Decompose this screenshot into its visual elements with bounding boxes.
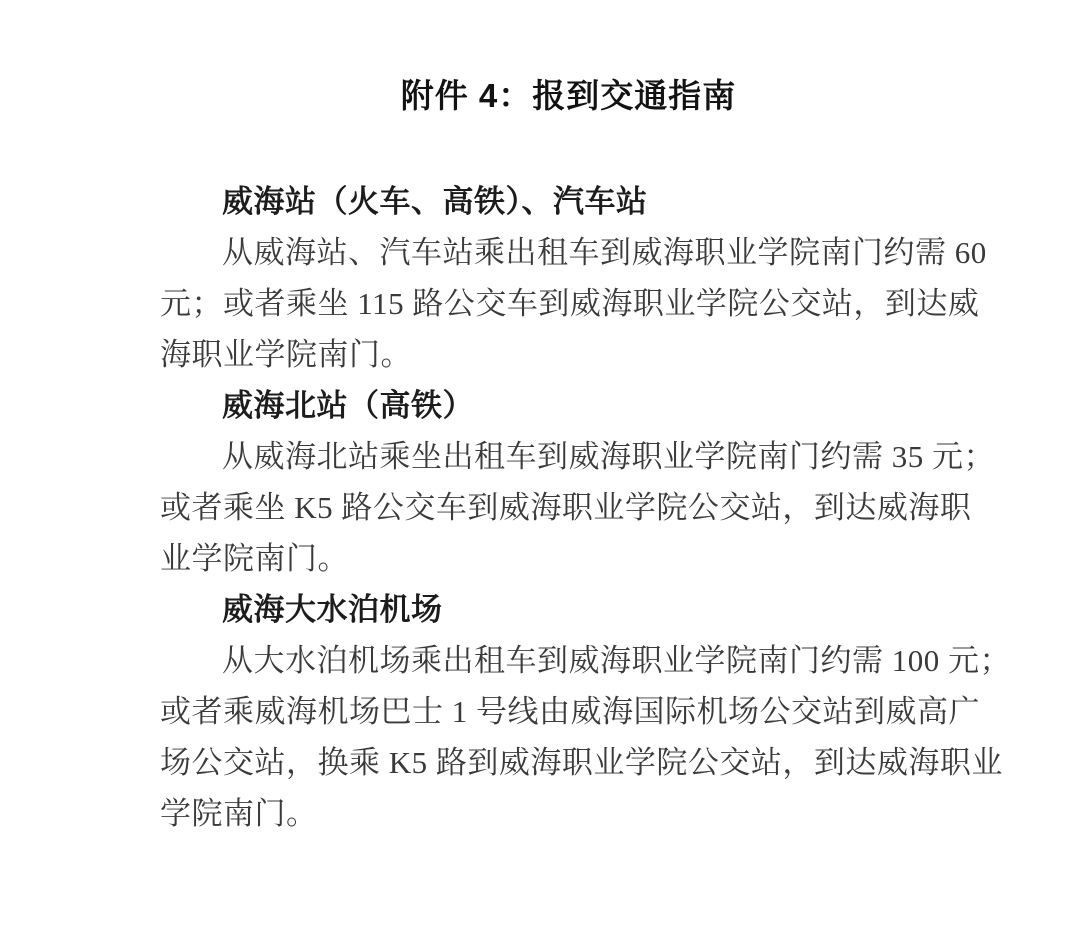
paragraph-line: 从大水泊机场乘出租车到威海职业学院南门约需 100 元； [222, 643, 1011, 678]
paragraph-line: 业学院南门。 [160, 541, 349, 576]
paragraph-line: 海职业学院南门。 [160, 337, 412, 372]
section-heading: 威海北站（高铁） [222, 388, 474, 423]
section-heading: 威海大水泊机场 [222, 592, 443, 627]
paragraph-line: 学院南门。 [160, 796, 318, 831]
paragraph-line: 或者乘坐 K5 路公交车到威海职业学院公交站，到达威海职 [160, 490, 972, 525]
paragraph-line: 场公交站，换乘 K5 路到威海职业学院公交站，到达威海职业 [160, 745, 1003, 780]
document-title: 附件 4：报到交通指南 [400, 77, 737, 114]
paragraph-line: 或者乘威海机场巴士 1 号线由威海国际机场公交站到威高广 [160, 694, 980, 729]
document-body [160, 176, 1011, 839]
section-heading: 威海站（火车、高铁）、汽车站 [222, 184, 648, 219]
section-weihai-north-station [160, 380, 995, 584]
paragraph-line: 从威海北站乘坐出租车到威海职业学院南门约需 35 元； [222, 439, 995, 474]
section-weihai-station [160, 176, 987, 380]
section-weihai-dashuibo-airport [160, 584, 1011, 839]
paragraph-line: 元；或者乘坐 115 路公交车到威海职业学院公交站，到达威 [160, 286, 980, 321]
paragraph-line: 从威海站、汽车站乘出租车到威海职业学院南门约需 60 [222, 235, 987, 270]
